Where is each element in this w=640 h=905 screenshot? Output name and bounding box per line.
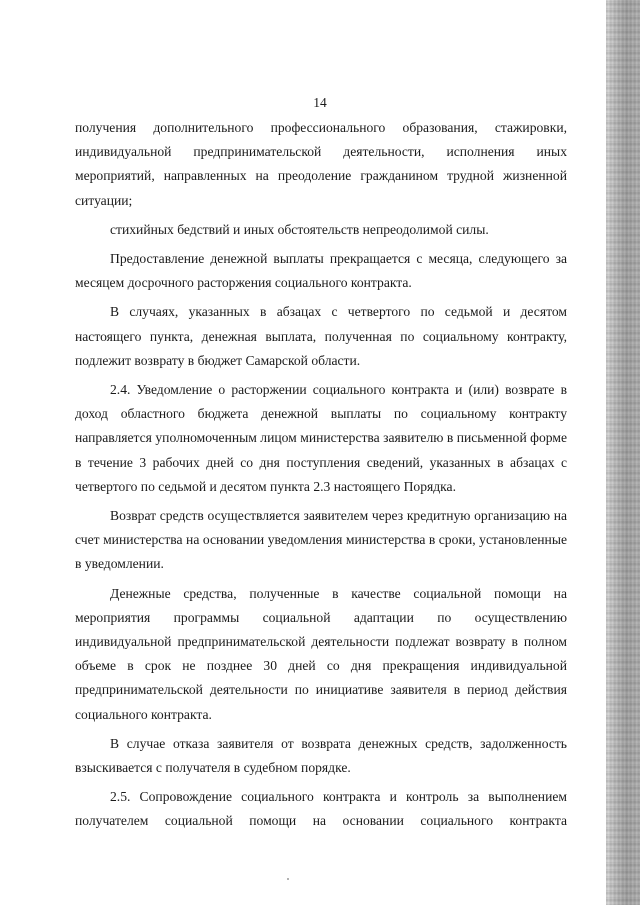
paragraph: стихийных бедствий и иных обстоятельств непреодолимой силы. — [110, 221, 489, 237]
paragraph-continuation: получения дополнительного профессионального образования, стажировки, индивидуальной предпринимательской деятельности, исполнения иных мероприятий, направленных на преодоление гражданином трудной жизненной ситуации; — [75, 120, 567, 208]
paragraph: Предоставление денежной выплаты прекращается с месяца, следующего за месяцем досрочного расторжения социального контракта. — [75, 251, 567, 291]
paragraph: 2.4. Уведомление о расторжении социального контракта и (или) возврате в доход областного бюджета денежной выплаты по социальному контракту направляется уполномоченным лицом министерства заявителю в письменной форме в течение 3 рабочих дней со дня поступления сведений, указанных в абзацах с четвертого по седьмой и десятом пункта 2.3 настоящего Порядка. — [75, 382, 567, 494]
scan-speck — [287, 878, 289, 880]
paragraph: Возврат средств осуществляется заявителем через кредитную организацию на счет министерства на основании уведомления министерства в сроки, установленные в уведомлении. — [75, 508, 567, 572]
paragraph: Денежные средства, полученные в качестве социальной помощи на мероприятия программы социальной адаптации по осуществлению индивидуальной предпринимательской деятельности подлежат возврату в полном объеме в срок не позднее 30 дней со дня прекращения индивидуальной предпринимательской деятельности по инициативе заявителя в период действия социального контракта. — [75, 585, 567, 722]
scan-edge-shadow — [606, 0, 640, 905]
paragraph: В случаях, указанных в абзацах с четвертого по седьмой и десятом настоящего пункта, денежная выплата, полученная по социальному контракту, подлежит возврату в бюджет Самарской области. — [75, 304, 567, 368]
paragraph: В случае отказа заявителя от возврата денежных средств, задолженность взыскивается с получателя в судебном порядке. — [75, 735, 567, 776]
paragraph: 2.5. Сопровождение социального контракта и контроль за выполнением получателем социальной помощи на основании социального контракта — [75, 789, 567, 829]
document-body — [75, 116, 567, 834]
page-number: 14 — [313, 95, 327, 110]
